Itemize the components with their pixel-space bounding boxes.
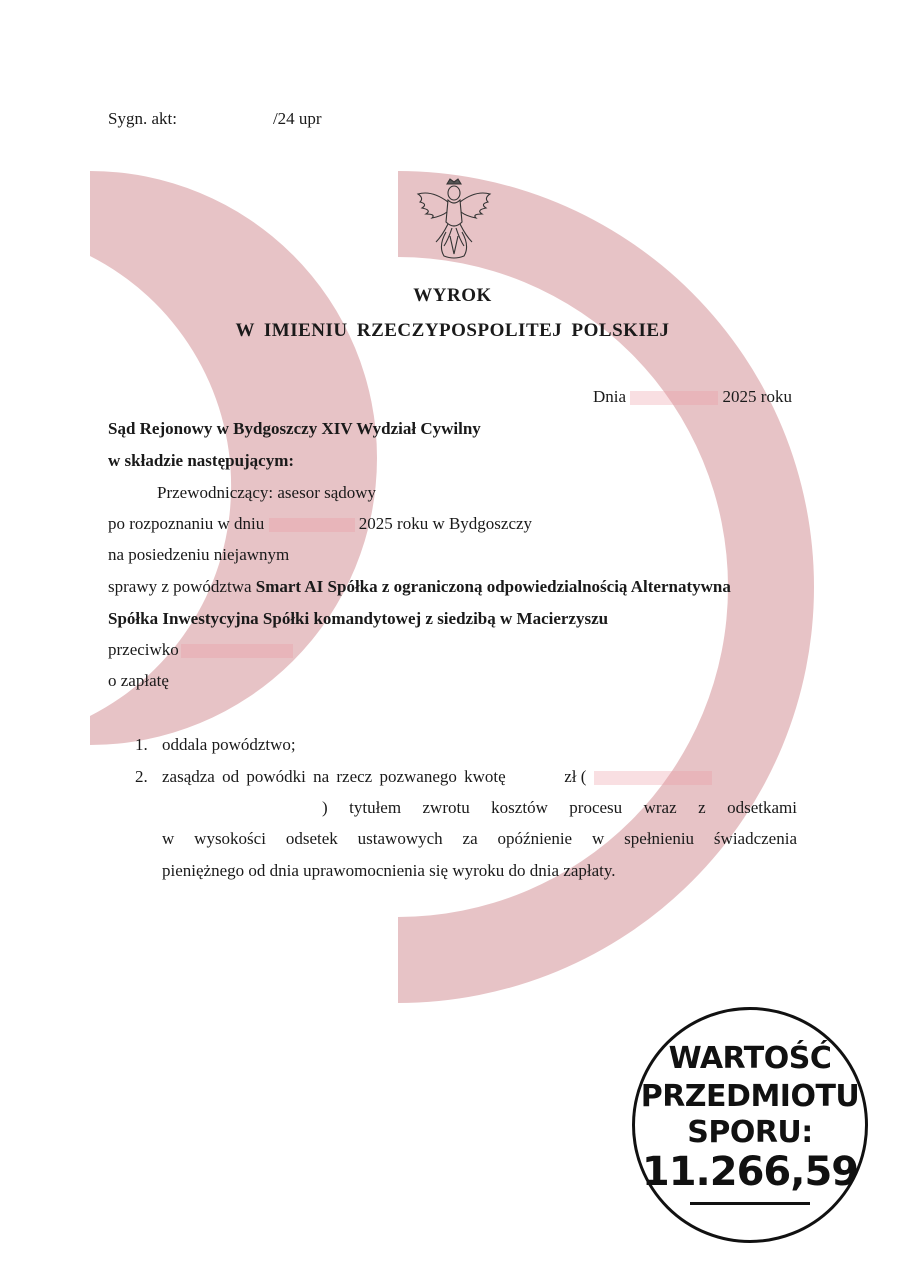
presiding-label: Przewodniczący: xyxy=(157,483,274,502)
date-suffix: 2025 roku xyxy=(722,387,792,406)
ruling-2-text-b: zł ( xyxy=(564,767,587,786)
court-name: Sąd Rejonowy w Bydgoszczy XIV Wydział Cywilny xyxy=(108,419,481,438)
polish-eagle-emblem xyxy=(414,176,494,262)
judgment-title: WYROK xyxy=(413,285,492,306)
hearing-line xyxy=(108,514,532,534)
date-prefix: Dnia xyxy=(593,387,627,406)
hearing-prefix: po rozpoznaniu w dniu xyxy=(108,514,265,533)
ruling-2-line-3: w wysokości odsetek ustawowych za opóźnienie w spełnieniu świadczenia xyxy=(162,829,797,848)
redacted-amount-words-cont xyxy=(162,802,322,816)
hearing-suffix: 2025 roku w Bydgoszczy xyxy=(358,514,533,533)
stamp-line-3: SPORU: xyxy=(687,1115,813,1150)
date-line xyxy=(593,387,792,407)
signature-label: Sygn. akt: xyxy=(108,109,177,128)
presiding-value: asesor sądowy xyxy=(277,483,377,502)
redacted-amount xyxy=(510,771,560,785)
redacted-date xyxy=(630,391,718,405)
ruling-2-text-c: ) tytułem zwrotu kosztów procesu wraz z odsetkami xyxy=(322,798,797,817)
ruling-2-text-a: zasądza od powódki na rzecz pozwanego kwotę xyxy=(162,767,506,786)
ruling-1-text: oddala powództwo; xyxy=(162,735,296,754)
plaintiff-name-2: Spółka Inwestycyjna Spółki komandytowej z siedzibą w Macierzyszu xyxy=(108,609,609,628)
presiding-line xyxy=(157,483,376,503)
ruling-2-line-1 xyxy=(162,767,712,787)
case-prefix: sprawy z powództwa xyxy=(108,577,252,596)
redacted-amount-words xyxy=(594,771,712,785)
against-label: przeciwko xyxy=(108,640,179,659)
defendant-line xyxy=(108,640,293,660)
judgment-subtitle: W IMIENIU RZECZYPOSPOLITEJ POLSKIEJ xyxy=(235,320,670,341)
ruling-2-line-2 xyxy=(162,798,797,818)
ruling-1-number: 1. xyxy=(135,735,148,754)
stamp-line-1: WARTOŚĆ xyxy=(668,1041,832,1076)
dispute-value-stamp xyxy=(632,1007,868,1243)
ruling-2-line-4: pieniężnego od dnia uprawomocnienia się wyroku do dnia zapłaty. xyxy=(162,861,616,880)
session-type: na posiedzeniu niejawnym xyxy=(108,545,290,564)
signature-line xyxy=(108,109,322,129)
court-composition: w składzie następującym: xyxy=(108,451,295,470)
signature-suffix: /24 upr xyxy=(272,109,322,128)
ruling-2-number: 2. xyxy=(135,767,148,786)
redacted-hearing-date xyxy=(269,518,355,532)
case-subject: o zapłatę xyxy=(108,671,169,690)
plaintiff-name-1: Smart AI Spółka z ograniczoną odpowiedzialnością Alternatywna xyxy=(255,577,731,596)
stamp-line-2: PRZEDMIOTU xyxy=(640,1079,860,1114)
stamp-value: 11.266,59 xyxy=(641,1149,859,1195)
case-line-1 xyxy=(108,577,731,597)
redacted-defendant xyxy=(181,644,293,658)
stamp-underline xyxy=(690,1202,810,1205)
